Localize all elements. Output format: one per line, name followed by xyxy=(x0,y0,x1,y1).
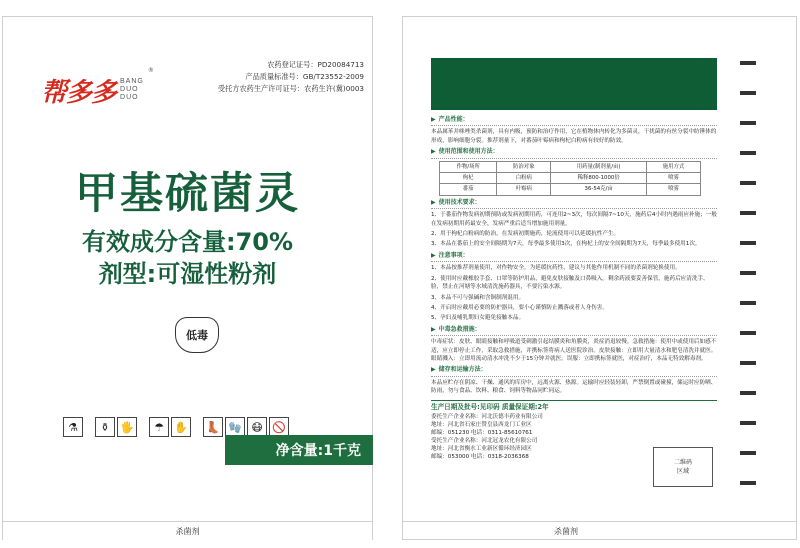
table-header-cell: 防治对象 xyxy=(497,161,551,172)
tech-item: 2、用于枸杞白粉病的防治，在发病初期施药，轮流使用可以延缓抗性产生。 xyxy=(431,231,620,238)
storage-section-title: ▶ 储存和运输方法： xyxy=(431,366,717,376)
tech-item: 1、于番茄作物发病初期预防或发病初期用药，可连用2~3次，每次间隔7~10天，施药后4小时内遇雨应补施；一般在发病初期用药最安全，发病严重后适当增加施用剂量。 xyxy=(431,212,718,227)
right-edge-strip xyxy=(724,17,796,521)
table-header-cell: 作物/场所 xyxy=(440,161,497,172)
net-content: 净含量:1千克 xyxy=(275,443,361,459)
caution-item: 1、本品按推荐剂量使用，对作物安全。为延缓抗药性，建议与其他作用机制不同的杀菌剂轮换使用。 xyxy=(431,265,681,272)
left-category-label: 杀菌剂 xyxy=(175,527,200,536)
caution-section-title: ▶ 注意事项： xyxy=(431,252,717,262)
prohibited-pictogram-icon: 🚫 xyxy=(269,417,289,437)
registered-mark: ® xyxy=(147,67,154,74)
right-category-label: 杀菌剂 xyxy=(554,527,578,536)
tech-section-title: ▶ 使用技术要求： xyxy=(431,199,717,209)
table-row xyxy=(440,184,701,195)
net-content-bar xyxy=(225,435,373,465)
green-header-block xyxy=(431,58,717,110)
edge-mark xyxy=(740,361,756,365)
company-line: 邮编：053000 电话：0318-2036368 xyxy=(431,453,529,460)
brand-logo-en-3: DUO xyxy=(120,94,139,101)
caution-item: 2、使用时应戴橡胶手套、口罩等防护用品，避免皮肤接触及口鼻吸入。剩余药液要妥善保管，施药后应清洗手、脸，禁止在河塘等水域清洗施药器具，不要污染水源。 xyxy=(431,275,709,291)
company-line: 地址：河北省石家庄赞皇县西龙门工业区 xyxy=(431,421,532,428)
edge-mark xyxy=(740,421,756,425)
table-row xyxy=(440,173,701,184)
firstaid-text: 中毒症状：皮肤、眼睛接触和呼吸道受刺激引起结膜炎和角膜炎，炎症消退较慢。急救措施：使用中或使用后如感不适，应立即停止工作，采取急救措施，并携标签将病人送医院诊治。皮肤接触：立即用大量清水和肥皂清洗并就医。眼睛溅入：立即用流动清水冲洗不少于15分钟并就医。误服：立即携标签就医，对症治疗，本品无特效解毒剂。 xyxy=(431,339,717,362)
firstaid-section-title: ▶ 中毒急救措施： xyxy=(431,326,717,336)
brand-logo-en-2: DUO xyxy=(120,86,139,93)
caution-item: 3、本品不可与强碱和含铜制剂混用。 xyxy=(431,294,525,301)
brand-logo-english xyxy=(120,78,144,102)
gloves-pictogram-icon: 🧤 xyxy=(225,417,245,437)
table-cell: 36-54克/亩 xyxy=(551,184,647,195)
edge-mark xyxy=(740,61,756,65)
table-cell: 稀释800-1000倍 xyxy=(551,173,647,184)
label-text-body xyxy=(431,113,717,461)
barcode-label: 区域 xyxy=(676,468,689,475)
production-license-number: 受托方农药生产许可证号：农药生许(冀)0003 xyxy=(217,84,364,93)
edge-mark xyxy=(740,451,756,455)
table-cell: 枸杞 xyxy=(440,173,497,184)
company-line: 邮编：051230 电话：0311-85610761 xyxy=(431,429,533,436)
table-cell: 白粉病 xyxy=(497,173,551,184)
right-panel-back xyxy=(402,16,797,540)
company-line: 受托生产企业名称：河北冠龙农化有限公司 xyxy=(431,437,538,444)
edge-mark xyxy=(740,391,756,395)
table-header-cell: 用药量(制剂量/亩) xyxy=(551,161,647,172)
tech-item: 3、本品在番茄上的安全间隔期为7天，每季最多使用3次，在枸杞上的安全间隔期为7天，每季最多使用1次。 xyxy=(431,241,701,248)
mixing-pictogram-icon: ⚱ xyxy=(95,417,115,437)
edge-mark xyxy=(740,301,756,305)
registration-info xyxy=(164,59,364,95)
wash-pictogram-icon: ✋ xyxy=(171,417,191,437)
company-line: 委托生产企业名称：河北沃德丰药业有限公司 xyxy=(431,413,543,420)
edge-mark xyxy=(740,121,756,125)
quality-standard-number: 产品质量标准号：GB/T23552-2009 xyxy=(245,72,364,81)
spray-pictogram-icon: ☂ xyxy=(149,417,169,437)
barcode-area xyxy=(653,447,713,487)
product-title: 甲基硫菌灵 xyxy=(75,169,300,219)
formulation-type: 剂型:可湿性粉剂 xyxy=(98,260,277,288)
brand-logo-en-1: BANG xyxy=(120,78,144,85)
pesticide-registration-number: 农药登记证号：PD20084713 xyxy=(267,60,364,69)
edge-mark xyxy=(740,331,756,335)
usage-section-title: ▶ 使用范围和使用方法： xyxy=(431,148,717,158)
table-cell: 番茄 xyxy=(440,184,497,195)
edge-mark xyxy=(740,241,756,245)
barcode-label: 二维码 xyxy=(673,459,692,466)
edge-mark xyxy=(740,181,756,185)
table-header-cell: 施用方式 xyxy=(647,161,701,172)
active-content: 有效成分含量:70% xyxy=(81,228,294,256)
company-line: 地址：河北省衡水工业新区循环经济园区 xyxy=(431,445,532,452)
left-panel-front xyxy=(2,16,373,540)
edge-mark xyxy=(740,91,756,95)
left-category-bar xyxy=(3,521,372,541)
boots-pictogram-icon: 👢 xyxy=(203,417,223,437)
mask-pictogram-icon: 😷 xyxy=(247,417,267,437)
edge-mark xyxy=(740,481,756,485)
hand-pictogram-icon: 🖐 xyxy=(117,417,137,437)
table-cell: 叶霉病 xyxy=(497,184,551,195)
brand-logo xyxy=(41,67,154,108)
edge-mark xyxy=(740,211,756,215)
storage-text: 本品应贮存在阴凉、干燥、通风的库房中，远离火源、热源。运输时应轻装轻卸，严禁倒置或碰撞，储运时应防晒、防雨，勿与食品、饮料、粮食、饲料等物品同贮同运。 xyxy=(431,379,717,395)
performance-text: 本品属苯并咪唑类杀菌剂，具有内吸，预防和治疗作用，它在植物体内转化为多菌灵，干扰菌的有丝分裂中纺锤体的形成，影响细胞分裂。推荐剂量下，对番茄叶霉病和枸杞白粉病有较好的防效。 xyxy=(431,129,717,144)
table-cell: 喷雾 xyxy=(647,173,701,184)
toxicity-badge: 低毒 xyxy=(175,317,219,353)
storage-pictogram-icon: ⚗ xyxy=(63,417,83,437)
performance-section-title: ▶ 产品性能： xyxy=(431,116,717,126)
edge-mark xyxy=(740,271,756,275)
brand-logo-text: 帮多多 xyxy=(41,77,117,108)
production-date-line: 生产日期及批号:见印码 质量保证期:2年 xyxy=(431,400,717,411)
safety-pictograms xyxy=(63,417,289,437)
caution-item: 4、开启时应戴用必要的防护器具，要小心谨慎防止溅落或者人身伤害。 xyxy=(431,304,608,311)
table-header-row xyxy=(440,161,701,172)
usage-table xyxy=(439,161,701,196)
table-cell: 喷雾 xyxy=(647,184,701,195)
right-category-bar xyxy=(403,521,796,541)
caution-item: 5、孕妇及哺乳期妇女避免接触本品。 xyxy=(431,315,525,322)
edge-mark xyxy=(740,151,756,155)
